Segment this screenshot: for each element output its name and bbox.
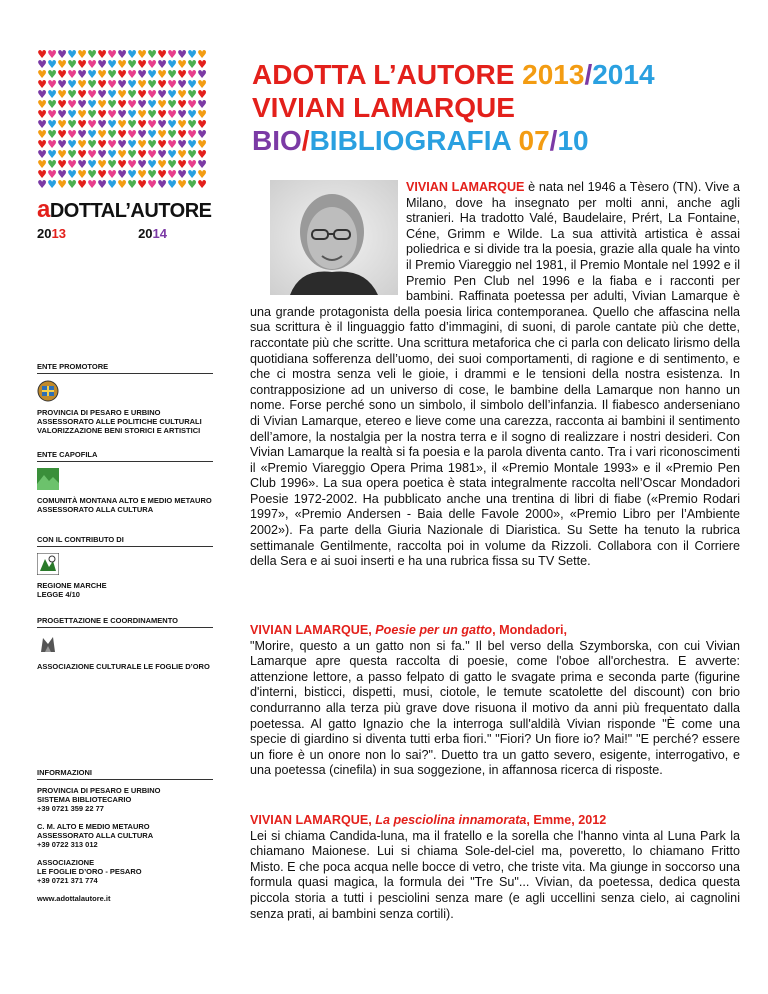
heart-icon: ♥	[117, 158, 127, 171]
heart-icon: ♥	[147, 108, 157, 121]
book-1-heading: VIVIAN LAMARQUE, Poesie per un gatto, Mondadori,	[250, 623, 567, 637]
promoter-line-2: ASSESSORATO ALLE POLITICHE CULTURALI	[37, 417, 202, 426]
heart-icon: ♥	[167, 48, 177, 61]
heart-icon: ♥	[47, 48, 57, 61]
heart-icon: ♥	[147, 118, 157, 131]
heart-icon: ♥	[87, 68, 97, 81]
heart-icon: ♥	[147, 128, 157, 141]
heart-icon: ♥	[37, 168, 47, 181]
heart-icon: ♥	[157, 168, 167, 181]
heart-icon: ♥	[147, 58, 157, 71]
heart-icon: ♥	[117, 108, 127, 121]
heart-icon: ♥	[157, 88, 167, 101]
book-2-heading: VIVIAN LAMARQUE, La pesciolina innamorata, Emme, 2012	[250, 813, 607, 827]
heart-icon: ♥	[47, 128, 57, 141]
heart-icon: ♥	[107, 58, 117, 71]
heart-icon: ♥	[107, 138, 117, 151]
heart-icon: ♥	[117, 138, 127, 151]
info-block-1-line-1: PROVINCIA DI PESARO E URBINO	[37, 786, 161, 795]
heart-icon: ♥	[197, 148, 207, 161]
heart-icon: ♥	[107, 158, 117, 171]
heart-icon: ♥	[187, 98, 197, 111]
heart-icon: ♥	[97, 68, 107, 81]
heart-icon: ♥	[97, 138, 107, 151]
heart-icon: ♥	[177, 58, 187, 71]
heart-icon: ♥	[137, 78, 147, 91]
heart-icon: ♥	[117, 148, 127, 161]
heart-icon: ♥	[67, 98, 77, 111]
info-block-2	[37, 822, 213, 849]
book-1-description: "Morire, questo a un gatto non si fa." Il bel verso della Szymborska, con cui Vivian Lamarque apre questa raccolta di poesie, come l'oboe all'orchestra. E avverte: attenzione lettore, a passo felpato di gatto le svagate prima e seconda parte (figurine d'interni, bisticci, dispetti, musi, ciotole, le temute scatolette del discount) con brio condurranno alla terza più grave dove risuona il motivo da anni più frequentato dalla poetessa. Al gatto Ignazio che la interroga sull'aldilà Vivian risponde "È come una specie di giardino si diventa tutti erba fiori." "Fiori? Un fiore io? Mai!" "E perché? essere un fiore è un onore non lo sai?". Duetto tra un gatto severo, esigente, interrogativo, e una poetessa (cinefila) in sua soggezione, in affannosa ricerca di risposte.	[250, 638, 740, 778]
heart-icon: ♥	[67, 138, 77, 151]
heart-icon: ♥	[197, 168, 207, 181]
heart-icon: ♥	[127, 138, 137, 151]
heart-icon: ♥	[187, 68, 197, 81]
heart-icon: ♥	[47, 158, 57, 171]
heart-icon: ♥	[137, 108, 147, 121]
heart-icon: ♥	[157, 128, 167, 141]
heart-icon: ♥	[147, 158, 157, 171]
heart-icon: ♥	[47, 118, 57, 131]
heart-icon: ♥	[187, 128, 197, 141]
heart-icon: ♥	[57, 128, 67, 141]
logo-wordmark	[37, 196, 213, 224]
heart-icon: ♥	[37, 68, 47, 81]
heart-icon: ♥	[107, 68, 117, 81]
heart-icon: ♥	[147, 48, 157, 61]
heart-icon: ♥	[87, 128, 97, 141]
heart-icon: ♥	[47, 68, 57, 81]
heart-icon: ♥	[117, 178, 127, 191]
logo-year-1: 2013	[37, 226, 66, 241]
heart-icon: ♥	[47, 78, 57, 91]
info-block-3	[37, 858, 213, 885]
heart-icon: ♥	[187, 138, 197, 151]
promoter-heading: ENTE PROMOTORE	[37, 362, 213, 374]
heart-icon: ♥	[87, 78, 97, 91]
heart-icon: ♥	[127, 168, 137, 181]
heart-icon: ♥	[167, 178, 177, 191]
heart-icon: ♥	[157, 58, 167, 71]
heart-icon: ♥	[47, 98, 57, 111]
heart-icon: ♥	[157, 48, 167, 61]
heart-icon: ♥	[167, 108, 177, 121]
heart-icon: ♥	[167, 168, 177, 181]
heart-icon: ♥	[137, 48, 147, 61]
heart-icon: ♥	[187, 118, 197, 131]
progettazione-line-1: ASSOCIAZIONE CULTURALE LE FOGLIE D’ORO	[37, 662, 210, 671]
heart-icon: ♥	[37, 98, 47, 111]
heart-icon: ♥	[167, 158, 177, 171]
regione-marche-icon	[37, 553, 59, 575]
heart-icon: ♥	[107, 118, 117, 131]
comunita-montana-icon	[37, 468, 59, 490]
heart-icon: ♥	[167, 88, 177, 101]
heart-icon: ♥	[137, 148, 147, 161]
heart-icon: ♥	[107, 108, 117, 121]
heart-icon: ♥	[87, 48, 97, 61]
province-crest-icon	[37, 380, 59, 402]
heart-icon: ♥	[187, 58, 197, 71]
heart-icon: ♥	[127, 48, 137, 61]
progettazione-heading: PROGETTAZIONE E COORDINAMENTO	[37, 616, 213, 628]
heart-icon: ♥	[67, 78, 77, 91]
heart-icon: ♥	[67, 128, 77, 141]
heart-icon: ♥	[37, 138, 47, 151]
heart-icon: ♥	[57, 178, 67, 191]
info-block-1-phone: +39 0721 359 22 77	[37, 804, 104, 813]
heart-icon: ♥	[107, 88, 117, 101]
heart-icon: ♥	[167, 58, 177, 71]
heart-icon: ♥	[127, 148, 137, 161]
heart-icon: ♥	[187, 88, 197, 101]
heart-icon: ♥	[97, 178, 107, 191]
heart-icon: ♥	[167, 68, 177, 81]
heart-icon: ♥	[167, 118, 177, 131]
info-block-2-phone: +39 0722 313 012	[37, 840, 98, 849]
heart-icon: ♥	[187, 48, 197, 61]
heart-icon: ♥	[147, 88, 157, 101]
logo-a: a	[37, 196, 50, 223]
heart-icon: ♥	[77, 148, 87, 161]
book-2-description: Lei si chiama Candida-luna, ma il fratello e la sorella che l'hanno vinta al Luna Park la chiamano Maionese. Lui si chiama Sole-del-ciel ma, poveretto, lo chiamano Fritto Misto. E che poca acqua nelle bocce di vetro, che triste vita. Ma giunge in soccorso una formula quasi magica, la formula dei "Tre Su"... Vivian, da poetessa, dedica questa piccola storia a tutti i pesciolini senza mare (e agli uccellini senza cielo, ai cagnolini senza prati, ai bambini senza cortili).	[250, 828, 740, 921]
heart-icon: ♥	[197, 78, 207, 91]
heart-icon: ♥	[77, 98, 87, 111]
heart-icon: ♥	[57, 98, 67, 111]
heart-icon: ♥	[147, 98, 157, 111]
title-line-2: VIVIAN LAMARQUE	[252, 92, 515, 123]
heart-icon: ♥	[127, 58, 137, 71]
heart-icon: ♥	[157, 138, 167, 151]
heart-icon: ♥	[57, 68, 67, 81]
heart-icon: ♥	[57, 158, 67, 171]
heart-icon: ♥	[87, 88, 97, 101]
heart-icon: ♥	[127, 128, 137, 141]
heart-icon: ♥	[47, 108, 57, 121]
contributo-line-1: REGIONE MARCHE	[37, 581, 107, 590]
heart-icon: ♥	[177, 138, 187, 151]
heart-icon: ♥	[47, 58, 57, 71]
logo-rest: DOTTAL’AUTORE	[49, 200, 212, 222]
capofila-section	[37, 450, 213, 514]
heart-icon: ♥	[97, 88, 107, 101]
heart-icon: ♥	[127, 98, 137, 111]
heart-icon: ♥	[177, 98, 187, 111]
heart-icon: ♥	[177, 88, 187, 101]
heart-icon: ♥	[127, 88, 137, 101]
heart-icon: ♥	[197, 178, 207, 191]
heart-icon: ♥	[137, 68, 147, 81]
heart-icon: ♥	[137, 128, 147, 141]
capofila-line-1: COMUNITÀ MONTANA ALTO E MEDIO METAURO	[37, 496, 212, 505]
heart-icon: ♥	[87, 118, 97, 131]
heart-icon: ♥	[177, 168, 187, 181]
heart-icon: ♥	[77, 138, 87, 151]
heart-icon: ♥	[47, 88, 57, 101]
book-entry-1	[250, 623, 740, 779]
heart-icon: ♥	[147, 78, 157, 91]
heart-icon: ♥	[107, 48, 117, 61]
heart-icon: ♥	[87, 138, 97, 151]
title-line-3: BIO/BIBLIOGRAFIA 07/10	[252, 125, 589, 156]
heart-icon: ♥	[77, 178, 87, 191]
heart-icon: ♥	[57, 118, 67, 131]
heart-icon: ♥	[77, 78, 87, 91]
heart-icon: ♥	[57, 78, 67, 91]
heart-icon: ♥	[107, 148, 117, 161]
heart-icon: ♥	[167, 148, 177, 161]
bio-author-name: VIVIAN LAMARQUE	[406, 180, 525, 194]
heart-icon: ♥	[157, 68, 167, 81]
heart-icon: ♥	[197, 118, 207, 131]
heart-icon: ♥	[97, 148, 107, 161]
heart-icon: ♥	[157, 98, 167, 111]
heart-icon: ♥	[87, 58, 97, 71]
info-block-3-phone: +39 0721 371 774	[37, 876, 98, 885]
heart-icon: ♥	[127, 118, 137, 131]
heart-icon: ♥	[187, 108, 197, 121]
heart-icon: ♥	[77, 158, 87, 171]
foglie-doro-icon	[37, 634, 59, 656]
page-title	[252, 58, 655, 157]
heart-icon: ♥	[37, 88, 47, 101]
heart-icon: ♥	[97, 108, 107, 121]
heart-icon: ♥	[117, 118, 127, 131]
heart-icon: ♥	[77, 118, 87, 131]
promoter-line-1: PROVINCIA DI PESARO E URBINO	[37, 408, 161, 417]
heart-icon: ♥	[157, 158, 167, 171]
heart-icon: ♥	[177, 108, 187, 121]
contributo-heading: CON IL CONTRIBUTO DI	[37, 535, 213, 547]
heart-icon: ♥	[177, 78, 187, 91]
heart-icon: ♥	[47, 168, 57, 181]
heart-icon: ♥	[187, 178, 197, 191]
heart-icon: ♥	[47, 148, 57, 161]
heart-icon: ♥	[37, 108, 47, 121]
heart-icon: ♥	[177, 128, 187, 141]
heart-icon: ♥	[197, 98, 207, 111]
heart-icon: ♥	[117, 168, 127, 181]
heart-icon: ♥	[157, 108, 167, 121]
capofila-heading: ENTE CAPOFILA	[37, 450, 213, 462]
heart-icon: ♥	[67, 118, 77, 131]
heart-icon: ♥	[87, 108, 97, 121]
heart-icon: ♥	[47, 138, 57, 151]
heart-icon: ♥	[47, 178, 57, 191]
heart-icon: ♥	[107, 98, 117, 111]
heart-icon: ♥	[197, 128, 207, 141]
heart-icon: ♥	[197, 68, 207, 81]
heart-icon: ♥	[177, 178, 187, 191]
promoter-line-3: VALORIZZAZIONE BENI STORICI E ARTISTICI	[37, 426, 201, 435]
heart-icon: ♥	[157, 178, 167, 191]
heart-icon: ♥	[187, 158, 197, 171]
heart-icon: ♥	[87, 168, 97, 181]
heart-icon: ♥	[137, 138, 147, 151]
heart-icon: ♥	[37, 58, 47, 71]
heart-icon: ♥	[157, 148, 167, 161]
heart-icon: ♥	[167, 128, 177, 141]
heart-icon: ♥	[77, 108, 87, 121]
heart-icon: ♥	[37, 128, 47, 141]
heart-icon: ♥	[187, 148, 197, 161]
heart-icon: ♥	[37, 118, 47, 131]
bio-text: è nata nel 1946 a Tèsero (TN). Vive a Milano, dove ha insegnato per molti anni, anche agli stranieri. Ha tradotto Valé, Baudelaire, Prért, La Fontaine, Céne, Grimm e Wilde. La sua attività artistica è assai poliedrica e si divide tra la poesia, grazie alla quale ha vinto il Premio Viareggio nel 1981, il Premio Montale nel 1992 e il Premio Pen Club nel 1996 e la fiaba e i racconti per bambini. Raffinata poetessa per adulti, Vivian Lamarque è una grande protagonista della poesia lirica contemporanea. Quello che affascina nella sua scrittura è il linguaggio fatto d’immagini, di suoni, di parole cantate più che dette, raccontate più che scritte. Una scrittura metaforica che ci parla con delicato lirismo della quotidiana sofferenza dell’uomo, dei suoi comportamenti, di ragione e di sentimento, e che ci mostra senza veli le gioie, i drammi e le tensioni della nostra esistenza. In contrapposizione ad un universo di cose, le bambine della Lamarque non hanno un nome. Forse perché sono un simbolo, il simbolo dell’infanzia. Il fiabesco anderseniano di Vivian Lamarque, etereo e lieve come una carezza, racconta ai bambini il sentimento dell’amore, la nostalgia per la nostra terra e il sogno di realizzare i nostri desideri. Con Vivian Lamarque la realtà si fa poesia e la parola diventa canto. Tra i vari riconoscimenti il «Premio Viareggio Opera Prima 1981», il «Premio Montale 1993» e il «Premio Pen Club 1996». La sua opera poetica è stata integralmente raccolta nell’Oscar Mondadori Poesie 1972-2002. Ha pubblicato anche una trentina di libri di fiabe («Premio Rodari 1997», «Premio Andersen - Baia delle Favole 2000», «Premio Libro per l’Ambiente 2002»). Fa parte della Giuria Nazionale di Diaristica. Su Sette ha tenuto la rubrica settimanale Gentilmente, raccolta poi in volume da Rizzoli. Collabora con il Corriere della Sera e ai suoi inserti e ha una rubrica fissa su TV Sette.	[250, 180, 741, 569]
heart-icon: ♥	[127, 78, 137, 91]
heart-icon: ♥	[197, 158, 207, 171]
heart-icon: ♥	[77, 88, 87, 101]
heart-icon: ♥	[107, 78, 117, 91]
heart-icon: ♥	[117, 98, 127, 111]
heart-icon: ♥	[97, 98, 107, 111]
info-block-3-line-1: ASSOCIAZIONE	[37, 858, 95, 867]
heart-icon: ♥	[137, 118, 147, 131]
heart-icon: ♥	[117, 48, 127, 61]
heart-icon: ♥	[157, 118, 167, 131]
info-section	[37, 768, 213, 903]
heart-icon: ♥	[87, 158, 97, 171]
heart-icon: ♥	[147, 148, 157, 161]
heart-icon: ♥	[37, 48, 47, 61]
heart-icon: ♥	[77, 68, 87, 81]
progettazione-section	[37, 616, 213, 671]
heart-icon: ♥	[57, 48, 67, 61]
title-line-1: ADOTTA L’AUTORE 2013/2014	[252, 59, 655, 90]
heart-icon: ♥	[167, 138, 177, 151]
heart-icon: ♥	[87, 98, 97, 111]
heart-icon: ♥	[57, 168, 67, 181]
heart-icon: ♥	[137, 158, 147, 171]
logo-years	[37, 226, 167, 241]
heart-icon: ♥	[57, 148, 67, 161]
heart-icon: ♥	[147, 68, 157, 81]
heart-icon: ♥	[77, 48, 87, 61]
logo-year-2: 2014	[138, 226, 167, 241]
heart-icon: ♥	[177, 158, 187, 171]
heart-icon: ♥	[177, 118, 187, 131]
heart-icon: ♥	[97, 158, 107, 171]
heart-icon: ♥	[187, 78, 197, 91]
heart-icon: ♥	[67, 108, 77, 121]
heart-icon: ♥	[37, 178, 47, 191]
heart-icon: ♥	[57, 138, 67, 151]
info-block-2-line-1: C. M. ALTO E MEDIO METAURO	[37, 822, 150, 831]
website-link[interactable]: www.adottalautore.it	[37, 894, 111, 903]
heart-icon: ♥	[167, 78, 177, 91]
heart-icon: ♥	[137, 178, 147, 191]
heart-icon: ♥	[67, 178, 77, 191]
heart-icon: ♥	[97, 78, 107, 91]
heart-icon: ♥	[57, 58, 67, 71]
contributo-line-2: LEGGE 4/10	[37, 590, 80, 599]
info-block-1-line-2: SISTEMA BIBLIOTECARIO	[37, 795, 132, 804]
author-photo	[270, 180, 398, 295]
heart-icon: ♥	[117, 58, 127, 71]
heart-icon: ♥	[67, 58, 77, 71]
heart-icon: ♥	[77, 128, 87, 141]
info-block-2-line-2: ASSESSORATO ALLA CULTURA	[37, 831, 154, 840]
heart-icon: ♥	[137, 168, 147, 181]
heart-icon: ♥	[147, 178, 157, 191]
heart-icon: ♥	[77, 58, 87, 71]
capofila-line-2: ASSESSORATO ALLA CULTURA	[37, 505, 154, 514]
heart-icon: ♥	[107, 128, 117, 141]
heart-icon: ♥	[147, 168, 157, 181]
heart-icon: ♥	[97, 58, 107, 71]
heart-icon: ♥	[197, 48, 207, 61]
heart-icon: ♥	[67, 168, 77, 181]
heart-icon: ♥	[127, 108, 137, 121]
logo-hearts-grid	[37, 50, 213, 190]
heart-icon: ♥	[67, 48, 77, 61]
heart-icon: ♥	[197, 88, 207, 101]
heart-icon: ♥	[177, 48, 187, 61]
heart-icon: ♥	[97, 118, 107, 131]
heart-icon: ♥	[137, 88, 147, 101]
heart-icon: ♥	[117, 128, 127, 141]
heart-icon: ♥	[167, 98, 177, 111]
heart-icon: ♥	[137, 98, 147, 111]
heart-icon: ♥	[57, 88, 67, 101]
book-entry-2	[250, 813, 740, 922]
heart-icon: ♥	[97, 128, 107, 141]
contributo-section	[37, 535, 213, 599]
heart-icon: ♥	[37, 158, 47, 171]
heart-icon: ♥	[67, 148, 77, 161]
heart-icon: ♥	[67, 68, 77, 81]
heart-icon: ♥	[187, 168, 197, 181]
bio-section	[250, 180, 740, 570]
heart-icon: ♥	[37, 78, 47, 91]
promoter-section	[37, 362, 213, 435]
heart-icon: ♥	[57, 108, 67, 121]
heart-icon: ♥	[117, 78, 127, 91]
heart-icon: ♥	[127, 178, 137, 191]
heart-icon: ♥	[37, 148, 47, 161]
heart-icon: ♥	[117, 68, 127, 81]
heart-icon: ♥	[87, 178, 97, 191]
heart-icon: ♥	[137, 58, 147, 71]
heart-icon: ♥	[67, 88, 77, 101]
heart-icon: ♥	[77, 168, 87, 181]
heart-icon: ♥	[107, 178, 117, 191]
heart-icon: ♥	[197, 108, 207, 121]
heart-icon: ♥	[97, 48, 107, 61]
heart-icon: ♥	[157, 78, 167, 91]
info-block-3-line-2: LE FOGLIE D’ORO - PESARO	[37, 867, 142, 876]
heart-icon: ♥	[127, 68, 137, 81]
heart-icon: ♥	[177, 68, 187, 81]
heart-icon: ♥	[107, 168, 117, 181]
heart-icon: ♥	[67, 158, 77, 171]
heart-icon: ♥	[197, 58, 207, 71]
sidebar	[37, 50, 213, 241]
heart-icon: ♥	[97, 168, 107, 181]
heart-icon: ♥	[127, 158, 137, 171]
heart-icon: ♥	[147, 138, 157, 151]
info-heading: INFORMAZIONI	[37, 768, 213, 780]
heart-icon: ♥	[177, 148, 187, 161]
info-block-1	[37, 786, 213, 813]
heart-icon: ♥	[87, 148, 97, 161]
heart-icon: ♥	[117, 88, 127, 101]
heart-icon: ♥	[197, 138, 207, 151]
